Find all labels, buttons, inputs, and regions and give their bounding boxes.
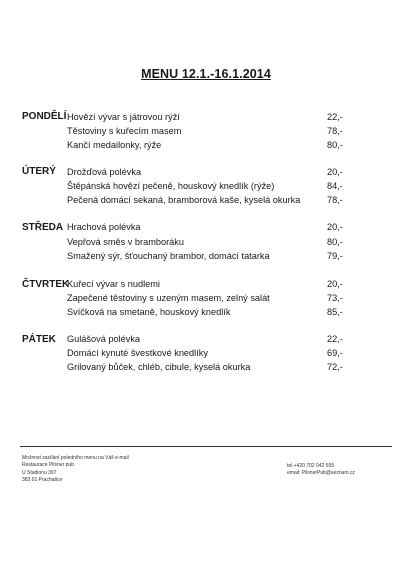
- footer-divider: [20, 446, 392, 447]
- dish-price: 69,-: [327, 348, 343, 358]
- dish-price: 72,-: [327, 362, 343, 372]
- dish-price: 20,-: [327, 167, 343, 177]
- dish-item: Gulášová polévka: [67, 334, 141, 344]
- day-name-monday: PONDĚLÍ: [22, 111, 67, 122]
- dish-item: Grilovaný bůček, chléb, cibule, kyselá okurka: [67, 362, 251, 372]
- dish-price: 22,-: [327, 334, 343, 344]
- dish-item: Domácí kynuté švestkové knedlíky: [67, 348, 208, 358]
- dish-price: 79,-: [327, 251, 343, 261]
- footer-right: [287, 463, 355, 478]
- footer-line: U Stadionu 397: [22, 469, 57, 476]
- dish-item: Pečená domácí sekaná, bramborová kaše, kyselá okurka: [67, 195, 301, 205]
- day-name-wednesday: STŘEDA: [22, 222, 64, 233]
- dish-price: 80,-: [327, 140, 343, 150]
- dish-price: 85,-: [327, 307, 343, 317]
- dish-price: 84,-: [327, 181, 343, 191]
- dish-item: Kančí medailonky, rýže: [67, 140, 162, 150]
- dish-price: 78,-: [327, 126, 343, 136]
- dish-price: 73,-: [327, 293, 343, 303]
- footer-email: email: PilsnerPub@seznam.cz: [287, 470, 355, 477]
- footer-left: [22, 455, 129, 484]
- dish-price: 20,-: [327, 222, 343, 232]
- dish-item: Vepřová směs v bramboráku: [67, 237, 184, 247]
- dish-item: Svíčková na smetaně, houskový knedlík: [67, 307, 231, 317]
- dish-item: Těstoviny s kuřecím masem: [67, 126, 182, 136]
- dish-price: 78,-: [327, 195, 343, 205]
- day-name-thursday: ČTVRTEK: [22, 279, 70, 290]
- dish-price: 22,-: [327, 112, 343, 122]
- dish-item: Kuřecí vývar s nudlemi: [67, 279, 160, 289]
- dish-item: Drožďová polévka: [67, 167, 142, 177]
- dish-item: Štěpánská hovězí pečeně, houskový knedlík (rýže): [67, 181, 275, 191]
- menu-title: MENU 12.1.-16.1.2014: [141, 67, 271, 81]
- footer-phone: tel.+420 702 042 555: [287, 463, 335, 469]
- dish-price: 80,-: [327, 237, 343, 247]
- dish-item: Smažený sýr, šťouchaný brambor, domácí tatarka: [67, 251, 270, 261]
- day-name-friday: PÁTEK: [22, 334, 56, 345]
- footer-line: Možnost zasílání poledního menu na Váš e-mail: [22, 455, 129, 461]
- dish-item: Hrachová polévka: [67, 222, 141, 232]
- dish-item: Zapečené těstoviny s uzeným masem, zelný salát: [67, 293, 270, 303]
- dish-item: Hovězí vývar s játrovou rýží: [67, 112, 180, 122]
- footer-line: 383 01 Prachatice: [22, 476, 63, 483]
- footer-line: Restaurace Pilsner pub: [22, 462, 74, 469]
- day-name-tuesday: ÚTERÝ: [22, 166, 56, 177]
- dish-price: 20,-: [327, 279, 343, 289]
